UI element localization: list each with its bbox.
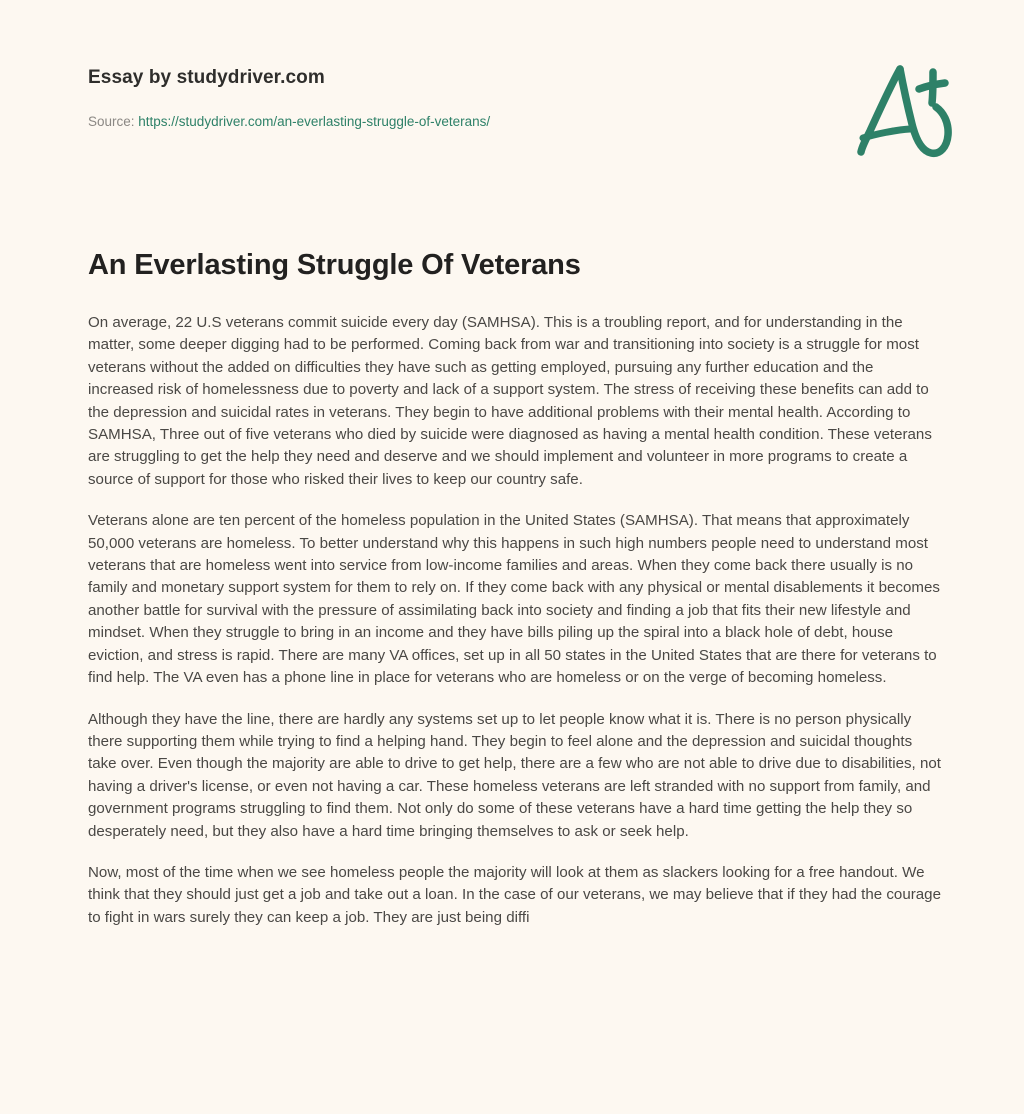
page-bottom-clip [0, 1074, 1024, 1114]
paragraph-3: Although they have the line, there are hardly any systems set up to let people know what it is. There is no person physically there supporting them while trying to find a helping hand. They begin to feel alone and the depression and suicidal thoughts take over. Even though the majority are able to drive to get help, there are a few who are not able to drive due to disabilities, not having a driver's license, or even not having a car. These homeless veterans are left stranded with no support from family, and government programs struggling to find them. Not only do some of these veterans have a hard time getting the help they so desperately need, but they also have a hard time bringing themselves to ask or seek help. [88, 710, 941, 840]
a-plus-logo-icon [840, 52, 962, 164]
document-header [88, 66, 964, 131]
paragraph-4: Now, most of the time when we see homeless people the majority will look at them as slackers looking for a free handout. We think that they should just get a job and take out a loan. In the case of our veterans, we may believe that if they had the courage to fight in wars surely they can keep a job. They are just being diffi [88, 863, 941, 926]
paragraph-1: On average, 22 U.S veterans commit suicide every day (SAMHSA). This is a troubling report, and for understanding in the matter, some deeper digging had to be performed. Coming back from war and transitioning into society is a struggle for most veterans without the added on difficulties they have such as getting employed, pursuing any further education and the increased risk of homelessness due to poverty and lack of a support system. The stress of receiving these benefits can add to the depression and suicidal rates in veterans. They begin to have additional problems with their mental health. According to SAMHSA, Three out of five veterans who died by suicide were diagnosed as having a mental health condition. These veterans are struggling to get the help they need and deserve and we should implement and volunteer in more programs to create a source of support for those who risked their lives to keep our country safe. [88, 314, 932, 488]
essay-body [88, 312, 943, 929]
source-url-link[interactable]: https://studydriver.com/an-everlasting-struggle-of-veterans/ [138, 114, 491, 129]
essay-attribution: Essay by studydriver.com [88, 67, 325, 88]
paragraph-2: Veterans alone are ten percent of the homeless population in the United States (SAMHSA). That means that approximately 50,000 veterans are homeless. To better understand why this happens in such high numbers people need to understand most veterans that are homeless went into service from low-income families and areas. When they come back there usually is no family and monetary support system for them to rely on. If they come back with any physical or mental disablements it becomes another battle for survival with the pressure of assimilating back into society and finding a job that fits their new lifestyle and mindset. When they struggle to bring in an income and they have bills piling up the spiral into a black hole of debt, house eviction, and stress is rapid. There are many VA offices, set up in all 50 states in the United States that are there for veterans to find help. The VA even has a phone line in place for veterans who are homeless or on the verge of becoming homeless. [88, 512, 940, 687]
a-plus-logo [840, 52, 962, 164]
source-line [88, 113, 964, 131]
page-title: An Everlasting Struggle Of Veterans [88, 249, 581, 281]
source-label: Source: [88, 114, 139, 129]
